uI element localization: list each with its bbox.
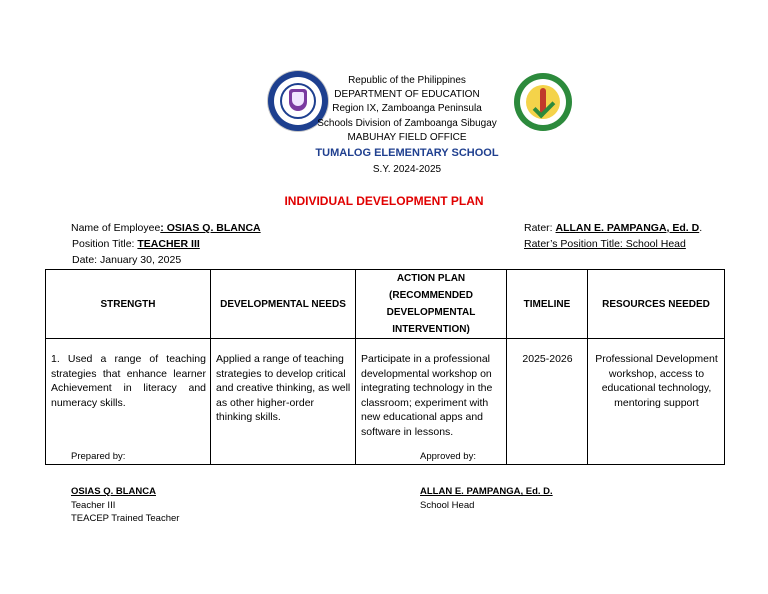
- header-action-plan-line3: DEVELOPMENTAL: [386, 307, 476, 318]
- header-action-plan-line2: (RECOMMENDED: [389, 290, 473, 301]
- document-title: INDIVIDUAL DEVELOPMENT PLAN: [284, 194, 484, 208]
- header-republic: Republic of the Philippines: [348, 75, 466, 86]
- approved-by-name: ALLAN E. PAMPANGA, Ed. D.: [420, 486, 553, 497]
- rater-position-line: Rater’s Position Title: School Head: [524, 238, 686, 250]
- table-header-row: [46, 270, 725, 339]
- prepared-by-title: Teacher III: [71, 500, 116, 511]
- cell-resources-needed: Professional Development workshop, access to educational technology, mentoring support: [588, 339, 725, 465]
- cell-developmental-needs: Applied a range of teaching strategies to develop critical and creative thinking, as well as other higher-order thinking skills.: [211, 339, 356, 465]
- cell-action-plan: Participate in a professional developmental workshop on integrating technology in the classroom; experiment with new educational apps and software in lessons.: [356, 339, 507, 465]
- approved-by-title: School Head: [420, 500, 475, 511]
- prepared-by-label: Prepared by:: [71, 451, 126, 462]
- prepared-by-training: TEACEP Trained Teacher: [71, 513, 180, 524]
- employee-name-line: [71, 222, 261, 235]
- header-resources-needed: RESOURCES NEEDED: [588, 270, 725, 339]
- rater-line: [524, 222, 702, 235]
- school-name: TUMALOG ELEMENTARY SCHOOL: [315, 147, 499, 159]
- rater-label: Rater:: [524, 222, 556, 234]
- position-title-value: TEACHER III: [137, 238, 200, 250]
- header-field-office: MABUHAY FIELD OFFICE: [347, 132, 467, 143]
- position-title-label: Position Title:: [72, 238, 138, 250]
- employee-name-label: Name of Employee: [71, 222, 161, 234]
- date-line: Date: January 30, 2025: [72, 254, 182, 266]
- header-action-plan: [356, 270, 507, 339]
- employee-name-value: : OSIAS Q. BLANCA: [160, 222, 261, 234]
- cell-timeline: 2025-2026: [507, 339, 588, 465]
- header-developmental-needs: DEVELOPMENTAL NEEDS: [211, 270, 356, 339]
- development-plan-table: [45, 269, 725, 465]
- position-title-line: [72, 238, 200, 251]
- header-timeline: TIMELINE: [507, 270, 588, 339]
- header-region: Region IX, Zamboanga Peninsula: [332, 103, 482, 114]
- header-department: DEPARTMENT OF EDUCATION: [334, 89, 480, 100]
- header-action-plan-line1: ACTION PLAN: [396, 273, 466, 284]
- header-strength: STRENGTH: [46, 270, 211, 339]
- table-row: [46, 339, 725, 465]
- division-seal-logo: [514, 73, 572, 131]
- approved-by-label: Approved by:: [420, 451, 476, 462]
- rater-value: ALLAN E. PAMPANGA, Ed. D: [555, 222, 700, 234]
- cell-strength: 1. Used a range of teaching strategies that enhance learner Achievement in literacy and numeracy skills.: [46, 339, 211, 465]
- rater-suffix: .: [699, 222, 703, 234]
- header-action-plan-line4: INTERVENTION): [392, 324, 470, 335]
- school-year: S.Y. 2024-2025: [372, 164, 442, 175]
- prepared-by-name: OSIAS Q. BLANCA: [71, 486, 156, 497]
- header-division: Schools Division of Zamboanga Sibugay: [317, 118, 497, 129]
